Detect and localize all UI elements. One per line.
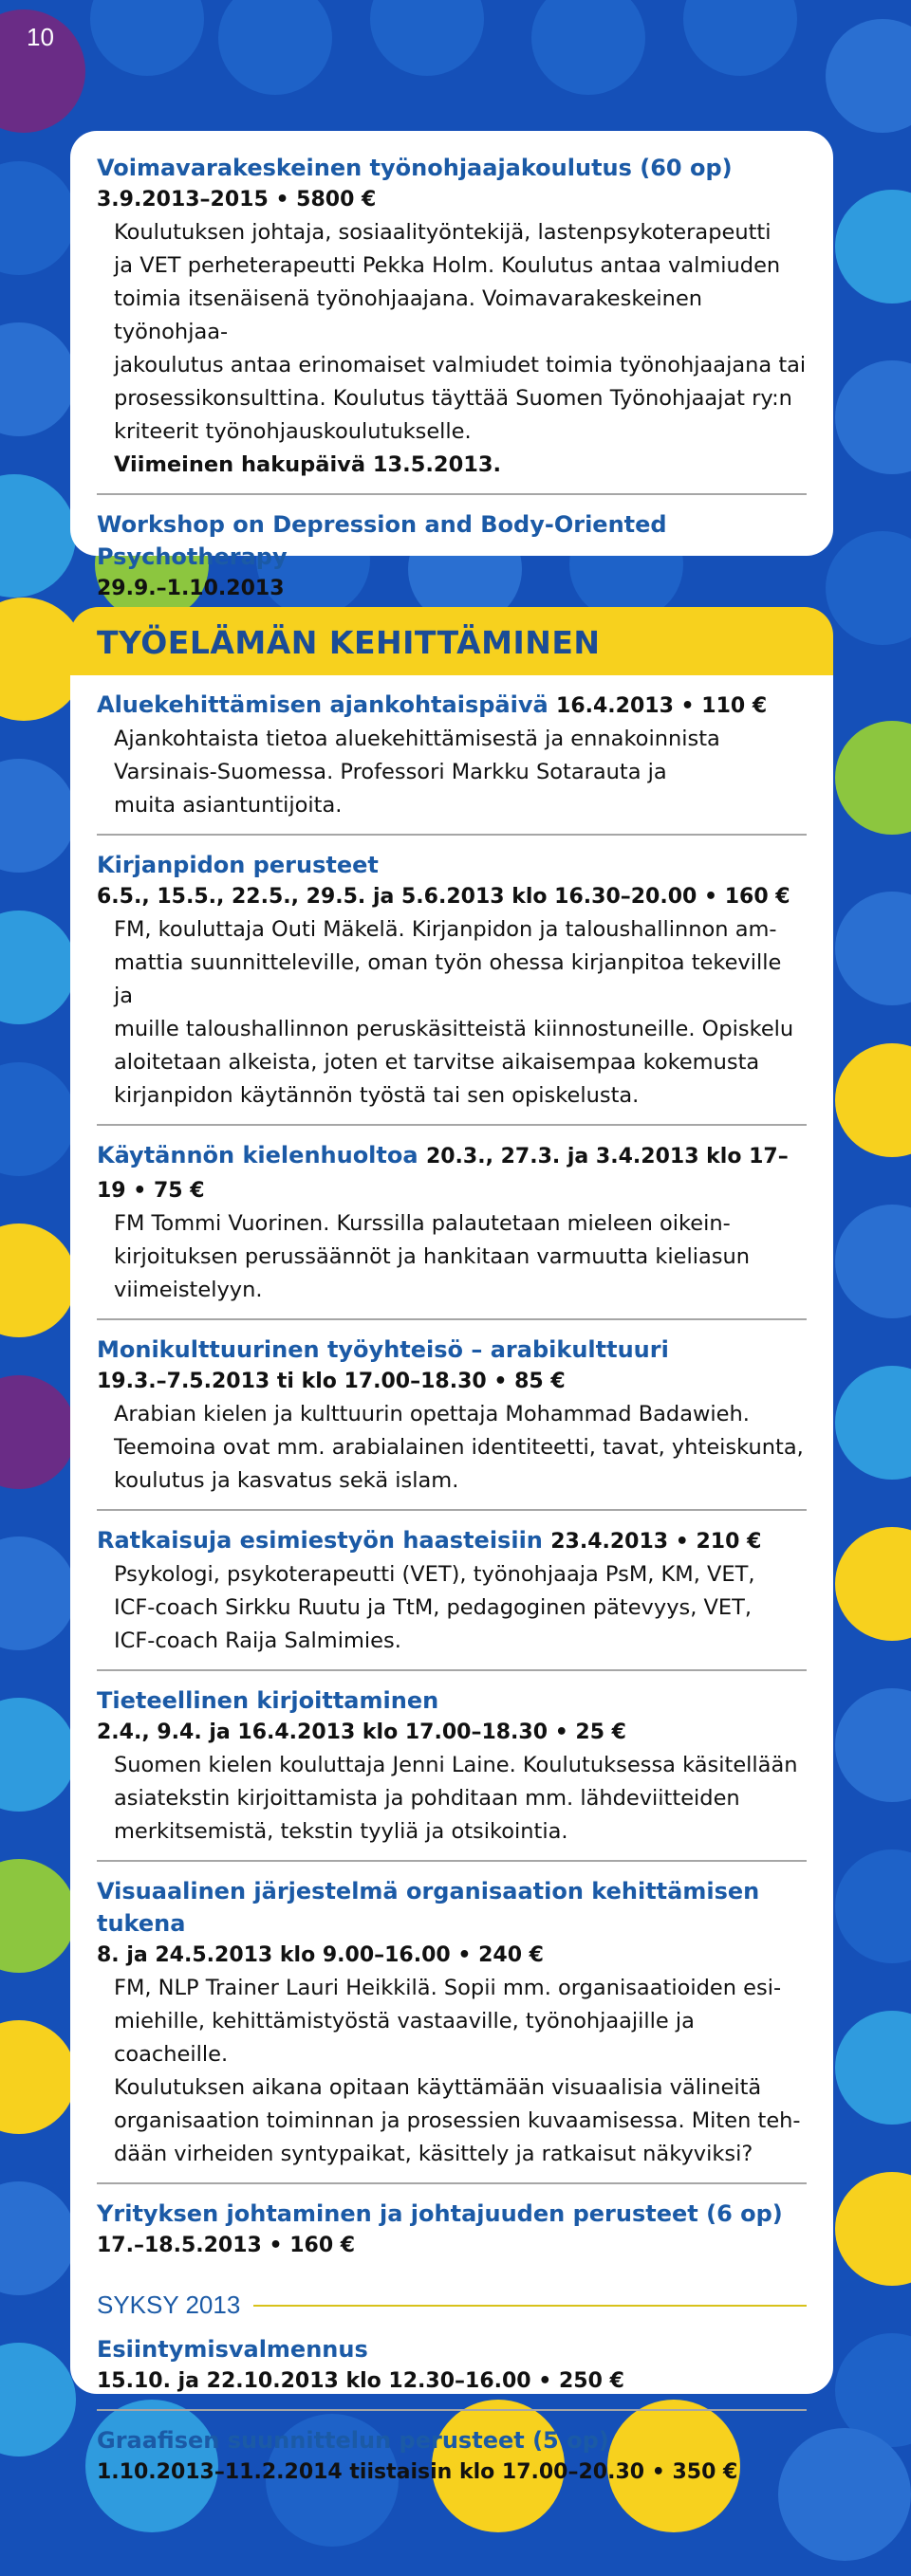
course-title-row [97, 1524, 807, 1558]
decor-dot [0, 474, 76, 598]
course-title: Yrityksen johtaminen ja johtajuuden perusteet (6 op) [97, 2200, 783, 2227]
description-line: prosessikonsulttina. Koulutus täyttää Suomen Työnohjaajat ry:n [114, 386, 792, 411]
description-line: koulutus ja kasvatus sekä islam. [114, 1468, 459, 1493]
decor-dot [90, 0, 204, 76]
course-entry [97, 1334, 807, 1511]
decor-dot [826, 19, 911, 133]
course-title: Monikulttuurinen työyhteisö – arabikulttuuri [97, 1336, 669, 1363]
description-line: Suomen kielen kouluttaja Jenni Laine. Koulutuksessa käsitellään [114, 1753, 798, 1777]
description-line: FM, NLP Trainer Lauri Heikkilä. Sopii mm. organisaatioiden esi- [114, 1976, 782, 2000]
description-line: toimia itsenäisenä työnohjaajana. Voimavarakeskeinen työnohjaa- [114, 286, 703, 344]
course-entry [97, 2424, 807, 2500]
decor-dot [835, 1366, 911, 1480]
description-line: Psykologi, psykoterapeutti (VET), työnohjaaja PsM, KM, VET, [114, 1562, 755, 1587]
description-line: FM Tommi Vuorinen. Kurssilla palautetaan mieleen oikein- [114, 1211, 731, 1236]
decor-dot [835, 360, 911, 474]
decor-dot [683, 0, 797, 76]
course-entry [97, 152, 807, 495]
description-line: kirjoituksen perussäännöt ja hankitaan varmuutta kieliasun [114, 1244, 751, 1269]
course-description [97, 1749, 807, 1849]
description-line: Koulutuksen johtaja, sosiaalityöntekijä, lastenpsykoterapeutti [114, 220, 772, 245]
course-title: Voimavarakeskeinen työnohjaajakoulutus (60 op) [97, 155, 733, 181]
decor-dot [218, 0, 332, 95]
course-title-row [97, 1139, 807, 1207]
description-line: merkitsemistä, tekstin tyyliä ja otsikointia. [114, 1819, 568, 1844]
decor-dot [0, 2181, 76, 2295]
decor-dot [835, 190, 911, 304]
description-line: Koulutuksen aikana opitaan käyttämään visuaalisia välineitä [114, 2075, 762, 2100]
decor-dot [0, 2343, 76, 2456]
decor-dot [0, 1224, 76, 1337]
description-line: FM, kouluttaja Outi Mäkelä. Kirjanpidon ja taloushallinnon am- [114, 917, 777, 942]
season-divider [97, 2291, 807, 2320]
description-line: kirjanpidon käytännön työstä tai sen opiskelusta. [114, 1083, 640, 1108]
decor-dot [0, 911, 76, 1024]
description-line: ICF-coach Sirkku Ruutu ja TtM, pedagoginen pätevyys, VET, [114, 1595, 753, 1620]
course-description [97, 1207, 807, 1307]
course-entry [97, 2198, 807, 2273]
course-description [97, 913, 807, 1113]
decor-dot [835, 1043, 911, 1157]
course-title: Esiintymisvalmennus [97, 2336, 368, 2363]
description-line: mattia suunnitteleville, oman työn ohessa kirjanpitoa tekeville ja [114, 950, 782, 1008]
decor-dot [0, 1375, 76, 1489]
course-title: Tieteellinen kirjoittaminen [97, 1687, 439, 1714]
decor-dot [0, 759, 76, 873]
decor-dot [0, 322, 76, 436]
decor-dot [0, 1536, 76, 1650]
course-title: Aluekehittämisen ajankohtaispäivä [97, 691, 548, 718]
course-meta: 1.10.2013–11.2.2014 tiistaisin klo 17.00–20.30 • 350 € [97, 2460, 738, 2484]
decor-dot [835, 2172, 911, 2286]
decor-dot [370, 0, 484, 76]
decor-dot [835, 1205, 911, 1318]
decor-dot [0, 161, 76, 275]
course-entry [97, 1875, 807, 2184]
course-meta: 23.4.2013 • 210 € [550, 1530, 762, 1554]
description-line: Arabian kielen ja kulttuurin opettaja Mohammad Badawieh. [114, 1402, 750, 1426]
course-description [97, 1398, 807, 1498]
decor-dot [835, 721, 911, 835]
course-meta: 2.4., 9.4. ja 16.4.2013 klo 17.00–18.30 • 25 € [97, 1720, 626, 1744]
course-entry [97, 1684, 807, 1862]
decor-dot [531, 0, 645, 95]
description-line: jakoulutus antaa erinomaiset valmiudet toimia työnohjaajana tai [114, 353, 807, 377]
season-divider-line [253, 2305, 807, 2307]
description-line: aloitetaan alkeista, joten et tarvitse aikaisempaa kokemusta [114, 1050, 760, 1075]
application-deadline: Viimeinen hakupäivä 13.5.2013. [114, 452, 502, 477]
decor-dot [826, 531, 911, 645]
course-entry [97, 2333, 807, 2411]
description-line: dään virheiden syntypaikat, käsittely ja ratkaisut näkyviksi? [114, 2142, 753, 2166]
decor-dot [0, 2020, 76, 2134]
course-description [97, 1558, 807, 1658]
course-card-top [70, 131, 833, 600]
description-line: Varsinais-Suomessa. Professori Markku Sotarauta ja [114, 760, 667, 784]
course-meta: 6.5., 15.5., 22.5., 29.5. ja 5.6.2013 klo 16.30–20.00 • 160 € [97, 885, 790, 909]
course-title: Graafisen suunnittelun perusteet (5 op) [97, 2427, 609, 2454]
course-entry [97, 508, 807, 616]
description-line: asiatekstin kirjoittamista ja pohditaan mm. lähdeviitteiden [114, 1786, 740, 1811]
course-meta: 3.9.2013–2015 • 5800 € [97, 188, 377, 212]
course-meta: 20.3., 27.3. ja 3.4.2013 klo 17–19 • 75 € [97, 1145, 789, 1203]
course-title: Ratkaisuja esimiestyön haasteisiin [97, 1527, 543, 1554]
description-line: viimeistelyyn. [114, 1278, 263, 1302]
course-description [97, 1972, 807, 2171]
section-heading: TYÖELÄMÄN KEHITTÄMINEN [97, 624, 601, 661]
decor-dot [835, 2011, 911, 2125]
course-meta: 17.–18.5.2013 • 160 € [97, 2234, 356, 2257]
course-meta: 8. ja 24.5.2013 klo 9.00–16.00 • 240 € [97, 1943, 544, 1967]
description-line: organisaation toiminnan ja prosessien kuvaamisessa. Miten teh- [114, 2108, 801, 2133]
course-title: Kirjanpidon perusteet [97, 852, 379, 878]
course-meta: 16.4.2013 • 110 € [556, 694, 768, 718]
course-meta: 29.9.–1.10.2013 [97, 577, 285, 600]
course-entry [97, 1524, 807, 1671]
season-label: SYKSY 2013 [97, 2291, 241, 2319]
decor-dot [835, 1849, 911, 1963]
description-line: miehille, kehittämistyöstä vastaaville, työnohjaajille ja coacheille. [114, 2009, 695, 2067]
course-meta: 19.3.–7.5.2013 ti klo 17.00–18.30 • 85 € [97, 1370, 566, 1393]
decor-dot [835, 1527, 911, 1641]
description-line: muita asiantuntijoita. [114, 793, 343, 818]
course-title: Visuaalinen järjestelmä organisaation kehittämisen tukena [97, 1878, 760, 1937]
course-entry [97, 689, 807, 836]
course-title: Workshop on Depression and Body-Oriented Psychotherapy [97, 511, 667, 570]
description-line: kriteerit työnohjauskoulutukselle. [114, 419, 472, 444]
course-meta: 15.10. ja 22.10.2013 klo 12.30–16.00 • 250 € [97, 2369, 624, 2393]
decor-dot [835, 1688, 911, 1802]
decor-dot [0, 1698, 76, 1812]
course-entry [97, 1139, 807, 1320]
course-title: Käytännön kielenhuoltoa [97, 1142, 418, 1168]
decor-dot [0, 1062, 76, 1176]
page-number: 10 [27, 23, 54, 51]
course-card-section [70, 675, 833, 2484]
course-description [97, 723, 807, 822]
description-line: Teemoina ovat mm. arabialainen identiteetti, tavat, yhteiskunta, [114, 1435, 804, 1460]
description-line: muille taloushallinnon peruskäsitteistä kiinnostuneille. Opiskelu [114, 1017, 794, 1041]
course-entry [97, 849, 807, 1126]
description-line: Ajankohtaista tietoa aluekehittämisestä ja ennakoinnista [114, 727, 720, 751]
course-description [97, 216, 807, 482]
course-title-row [97, 689, 807, 723]
section-heading-bar [70, 607, 833, 675]
description-line: ja VET perheterapeutti Pekka Holm. Koulutus antaa valmiuden [114, 253, 781, 278]
description-line: ICF-coach Raija Salmimies. [114, 1628, 401, 1653]
decor-dot [835, 892, 911, 1005]
decor-dot [0, 1859, 76, 1973]
